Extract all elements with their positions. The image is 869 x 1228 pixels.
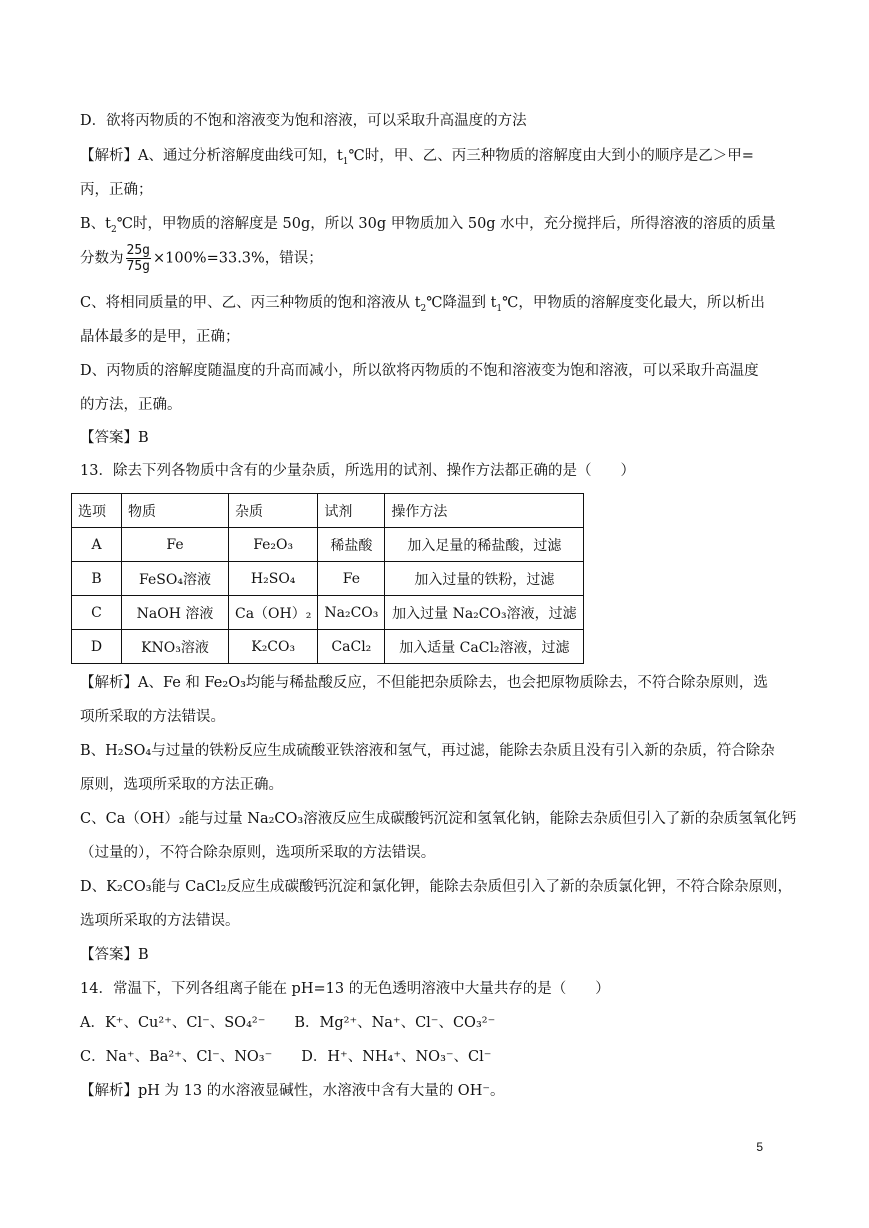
q13-answer: 【答案】B (80, 947, 149, 963)
table-header-cell: 选项 (72, 494, 122, 528)
table-cell: C (72, 596, 122, 630)
table-cell: Fe₂O₃ (229, 528, 318, 562)
fraction-numerator: 25g (126, 243, 150, 258)
table-cell: 加入过量 Na₂CO₃溶液，过滤 (385, 596, 584, 630)
q12-analysis-a-line2: 丙，正确； (80, 182, 153, 198)
q12-analysis-c-line2: 晶体最多的是甲，正确； (80, 329, 240, 345)
table-header-cell: 杂质 (229, 494, 318, 528)
table-cell: B (72, 562, 122, 596)
q12-analysis-c-rest: ℃，甲物质的溶解度变化最大，所以析出 (502, 295, 765, 311)
table-header-cell: 物质 (122, 494, 229, 528)
q12-analysis-b2-post: ×100%=33.3%，错误； (152, 250, 323, 267)
q12-analysis-b-line1 (80, 214, 776, 234)
table-cell: Ca（OH）₂ (229, 596, 318, 630)
q12-analysis-a-line1 (80, 146, 754, 166)
q12-analysis-c-prefix: C、将相同质量的甲、乙、丙三种物质的饱和溶液从 t (80, 295, 421, 311)
table-cell: 加入过量的铁粉，过滤 (385, 562, 584, 596)
table-cell: NaOH 溶液 (122, 596, 229, 630)
table-row (72, 630, 584, 664)
q13-analysis-c-line1: C、Ca（OH）₂能与过量 Na₂CO₃溶液反应生成碳酸钙沉淀和氢氧化钠，能除去杂质但引入了新的杂质氢氧化钙 (80, 811, 797, 827)
subscript: 1 (496, 303, 503, 314)
table-cell: 稀盐酸 (318, 528, 385, 562)
q14-options-cd: C．Na⁺、Ba²⁺、Cl⁻、NO₃⁻ D．H⁺、NH₄⁺、NO₃⁻、Cl⁻ (80, 1049, 492, 1065)
q13-analysis-d-line1: D、K₂CO₃能与 CaCl₂反应生成碳酸钙沉淀和氯化钾，能除去杂质但引入了新的杂质氯化钾，不符合除杂原则， (80, 879, 792, 895)
page-number: 5 (756, 1140, 763, 1154)
q12-analysis-d-line2: 的方法，正确。 (80, 397, 182, 413)
q12-analysis-c-mid: ℃降温到 t (426, 295, 497, 311)
table-cell: D (72, 630, 122, 664)
q13-analysis-a-line1: 【解析】A、Fe 和 Fe₂O₃均能与稀盐酸反应，不但能把杂质除去，也会把原物质除去，不符合除杂原则，选 (80, 675, 768, 691)
table-cell: H₂SO₄ (229, 562, 318, 596)
table-cell: K₂CO₃ (229, 630, 318, 664)
table-cell: 加入足量的稀盐酸，过滤 (385, 528, 584, 562)
q12-analysis-b2-prefix: 分数为 (80, 250, 124, 267)
q12-analysis-b-line2 (80, 243, 323, 274)
q14-options-ab: A．K⁺、Cu²⁺、Cl⁻、SO₄²⁻ B．Mg²⁺、Na⁺、Cl⁻、CO₃²⁻ (80, 1015, 496, 1031)
table-header-cell: 试剂 (318, 494, 385, 528)
table-cell: CaCl₂ (318, 630, 385, 664)
table-row (72, 562, 584, 596)
q12-analysis-d-line1: D、丙物质的溶解度随温度的升高而减小，所以欲将丙物质的不饱和溶液变为饱和溶液，可以采取升高温度 (80, 363, 759, 379)
table-cell: Na₂CO₃ (318, 596, 385, 630)
q12-analysis-c-line1 (80, 293, 765, 313)
table-cell: 加入适量 CaCl₂溶液，过滤 (385, 630, 584, 664)
q12-answer: 【答案】B (80, 430, 149, 446)
q13-analysis-a-line2: 项所采取的方法错误。 (80, 709, 225, 725)
fraction (126, 243, 151, 274)
q13-analysis-d-line2: 选项所采取的方法错误。 (80, 913, 240, 929)
q13-analysis-b-line1: B、H₂SO₄与过量的铁粉反应生成硫酸亚铁溶液和氢气，再过滤，能除去杂质且没有引入新的杂质，符合除杂 (80, 743, 775, 759)
q12-analysis-b-prefix: B、t (80, 216, 111, 232)
table-cell: Fe (318, 562, 385, 596)
table-cell: FeSO₄溶液 (122, 562, 229, 596)
table-cell: A (72, 528, 122, 562)
q14-analysis: 【解析】pH 为 13 的水溶液显碱性，水溶液中含有大量的 OH⁻。 (80, 1083, 505, 1099)
table-row (72, 596, 584, 630)
q13-options-table (71, 493, 584, 664)
q13-stem: 13．除去下列各物质中含有的少量杂质，所选用的试剂、操作方法都正确的是（ ） (80, 463, 635, 479)
table-header-row (72, 494, 584, 528)
subscript: 1 (342, 156, 349, 167)
q12-option-d: D．欲将丙物质的不饱和溶液变为饱和溶液，可以采取升高温度的方法 (80, 113, 527, 129)
q13-analysis-c-line2: （过量的），不符合除杂原则，选项所采取的方法错误。 (80, 845, 436, 861)
table-header-cell: 操作方法 (385, 494, 584, 528)
subscript: 2 (420, 303, 427, 314)
table-cell: Fe (122, 528, 229, 562)
q13-analysis-b-line2: 原则，选项所采取的方法正确。 (80, 777, 283, 793)
fraction-denominator: 75g (126, 259, 150, 274)
q12-analysis-b-rest: ℃时，甲物质的溶解度是 50g，所以 30g 甲物质加入 50g 水中，充分搅拌后，所得溶液的溶质的质量 (116, 216, 776, 232)
q14-stem: 14．常温下，下列各组离子能在 pH=13 的无色透明溶液中大量共存的是（ ） (80, 981, 610, 997)
table-row (72, 528, 584, 562)
q12-analysis-a-rest: ℃时，甲、乙、丙三种物质的溶解度由大到小的顺序是乙＞甲= (348, 148, 754, 164)
q12-analysis-a-text: 【解析】A、通过分析溶解度曲线可知，t (80, 148, 343, 164)
subscript: 2 (110, 224, 117, 235)
table-cell: KNO₃溶液 (122, 630, 229, 664)
